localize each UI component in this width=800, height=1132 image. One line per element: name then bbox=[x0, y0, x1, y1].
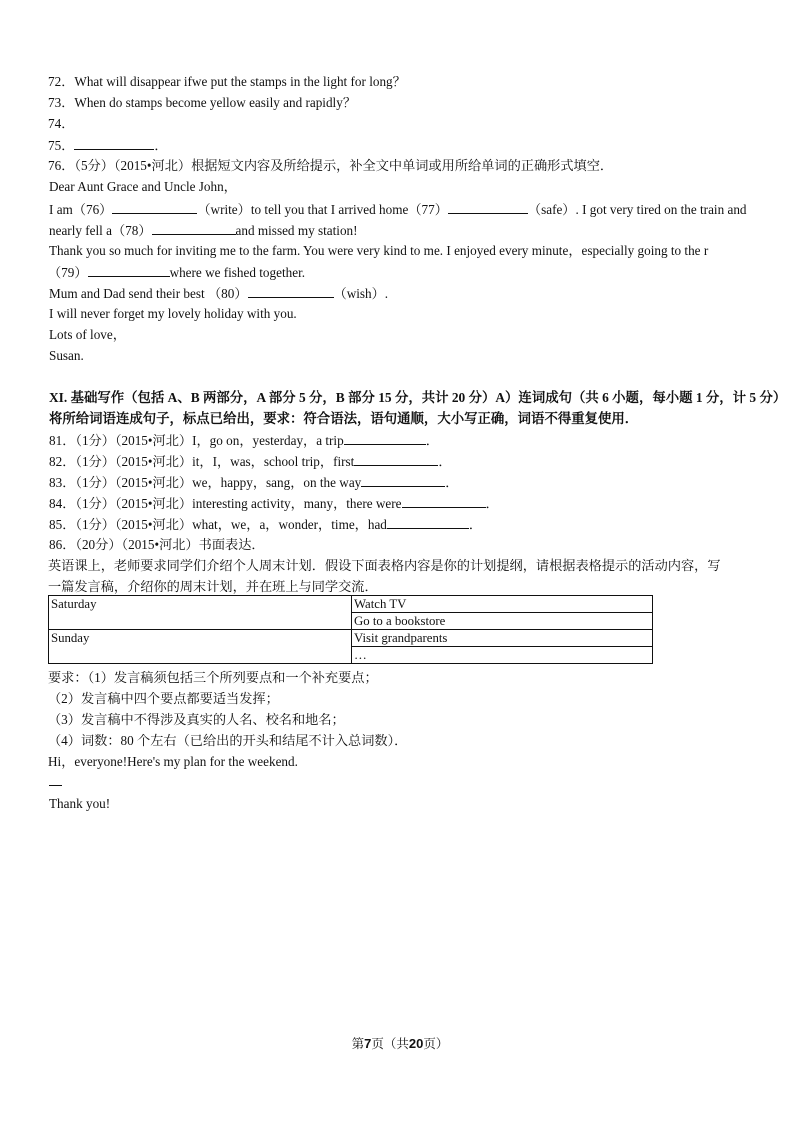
answer-blank-80[interactable] bbox=[248, 284, 334, 298]
blank-76-label: I am（76） bbox=[49, 202, 113, 217]
section-title: XI. 基础写作（包括 A、B 两部分，A 部分 5 分，B 部分 15 分，共计 20 分）A）连词成句（共 6 小题，每小题 1 分，计 5 分） bbox=[49, 390, 787, 405]
letter-line-5-end: （wish）. bbox=[333, 286, 389, 301]
letter-signature: Susan. bbox=[49, 348, 84, 363]
total-pages: 20 bbox=[408, 1036, 424, 1051]
question-85-text: 85．（1分）（2015•河北）what，we，a，wonder，time，had bbox=[49, 517, 387, 532]
answer-blank-84[interactable] bbox=[402, 494, 486, 508]
question-85 bbox=[49, 515, 482, 534]
question-72: 72．What will disappear ifwe put the stamps in the light for long？ bbox=[48, 74, 406, 89]
question-85-end: ． bbox=[468, 517, 483, 532]
blank-79-label: （79） bbox=[48, 265, 88, 280]
essay-ending: Thank you! bbox=[49, 796, 111, 811]
table-cell-saturday: Saturday bbox=[49, 596, 352, 630]
answer-blank-82[interactable] bbox=[354, 452, 438, 466]
answer-blank-79[interactable] bbox=[88, 263, 170, 277]
letter-line-5 bbox=[49, 284, 388, 303]
question-74: 74． bbox=[48, 116, 75, 131]
letter-greeting: Dear Aunt Grace and Uncle John， bbox=[49, 179, 237, 194]
page-number: 7 bbox=[364, 1036, 372, 1051]
question-75-number: 75． bbox=[48, 138, 75, 153]
answer-blank-75[interactable] bbox=[74, 136, 154, 150]
question-84-end: ． bbox=[485, 496, 499, 511]
table-cell-activity: … bbox=[352, 647, 653, 664]
question-75 bbox=[48, 136, 168, 155]
question-81-text: 81．（1分）（2015•河北）I，go on，yesterday，a trip bbox=[49, 433, 344, 448]
footer-text: 第 bbox=[351, 1037, 365, 1051]
table-cell-activity: Watch TV bbox=[352, 596, 653, 613]
question-81 bbox=[49, 431, 439, 450]
question-84 bbox=[49, 494, 499, 513]
answer-blank-85[interactable] bbox=[387, 515, 469, 529]
question-86-intro-1: 英语课上，老师要求同学们介绍个人周末计划．假设下面表格内容是你的计划提纲，请根据表格提示的活动内容，写 bbox=[48, 558, 721, 573]
requirement-4: （4）词数：80 个左右（已给出的开头和结尾不计入总词数）． bbox=[48, 733, 408, 748]
table-cell-activity: Visit grandparents bbox=[352, 630, 653, 647]
footer-text: 页（共 bbox=[371, 1037, 409, 1051]
letter-closing: Lots of love， bbox=[49, 327, 126, 342]
blank-80-label: Mum and Dad send their best （80） bbox=[49, 286, 248, 301]
footer-text: 页） bbox=[423, 1037, 449, 1051]
answer-blank-81[interactable] bbox=[344, 431, 426, 445]
letter-line-1-end: （safe）. I got very tired on the train and bbox=[527, 202, 747, 217]
question-81-end: ． bbox=[425, 433, 439, 448]
requirement-2: （2）发言稿中四个要点都要适当发挥； bbox=[48, 691, 279, 706]
table-cell-sunday: Sunday bbox=[49, 630, 352, 664]
letter-line-4 bbox=[48, 263, 305, 282]
answer-line-marker bbox=[49, 785, 62, 786]
question-73: 73．When do stamps become yellow easily and rapidly？ bbox=[48, 95, 357, 110]
question-83 bbox=[49, 473, 458, 492]
blank-78-label: nearly fell a（78） bbox=[49, 223, 152, 238]
letter-line-1 bbox=[49, 200, 747, 219]
answer-blank-78[interactable] bbox=[152, 221, 236, 235]
requirement-3: （3）发言稿中不得涉及真实的人名、校名和地名； bbox=[48, 712, 345, 727]
page-footer bbox=[0, 1034, 800, 1052]
question-82 bbox=[49, 452, 452, 471]
letter-line-3: Thank you so much for inviting me to the farm. You were very kind to me. I enjoyed every minute，especially going to the r bbox=[49, 243, 709, 258]
table-cell-activity: Go to a bookstore bbox=[352, 613, 653, 630]
question-82-text: 82．（1分）（2015•河北）it，I，was，school trip，first bbox=[49, 454, 355, 469]
question-86-intro-2: 一篇发言稿，介绍你的周末计划，并在班上与同学交流． bbox=[48, 579, 378, 594]
requirement-1: 要求：（1）发言稿须包括三个所列要点和一个补充要点； bbox=[48, 670, 378, 685]
question-75-end: ． bbox=[154, 138, 168, 153]
section-instructions: 将所给词语连成句子，标点已给出，要求：符合语法，语句通顺，大小写正确，词语不得重复使用． bbox=[49, 411, 639, 426]
letter-line-2 bbox=[49, 221, 358, 240]
answer-blank-77[interactable] bbox=[448, 200, 528, 214]
question-84-text: 84．（1分）（2015•河北）interesting activity，many，there were bbox=[49, 496, 402, 511]
question-76-header: 76．（5分）（2015•河北）根据短文内容及所给提示，补全文中单词或用所给单词的正确形式填空． bbox=[48, 158, 614, 173]
question-86-header: 86．（20分）（2015•河北）书面表达． bbox=[49, 537, 265, 552]
question-83-end: ． bbox=[445, 475, 459, 490]
essay-opening: Hi，everyone!Here's my plan for the weekend. bbox=[48, 754, 298, 769]
letter-line-2-end: and missed my station! bbox=[235, 223, 358, 238]
answer-blank-76[interactable] bbox=[112, 200, 197, 214]
question-83-text: 83．（1分）（2015•河北）we，happy，sang，on the way bbox=[49, 475, 362, 490]
letter-line-6: I will never forget my lovely holiday with you. bbox=[49, 306, 297, 321]
answer-blank-83[interactable] bbox=[361, 473, 445, 487]
question-82-end: ． bbox=[438, 454, 452, 469]
letter-line-4-end: where we fished together. bbox=[169, 265, 306, 280]
weekend-plan-table bbox=[48, 595, 653, 664]
blank-77-label: （write）to tell you that I arrived home（77） bbox=[197, 202, 448, 217]
